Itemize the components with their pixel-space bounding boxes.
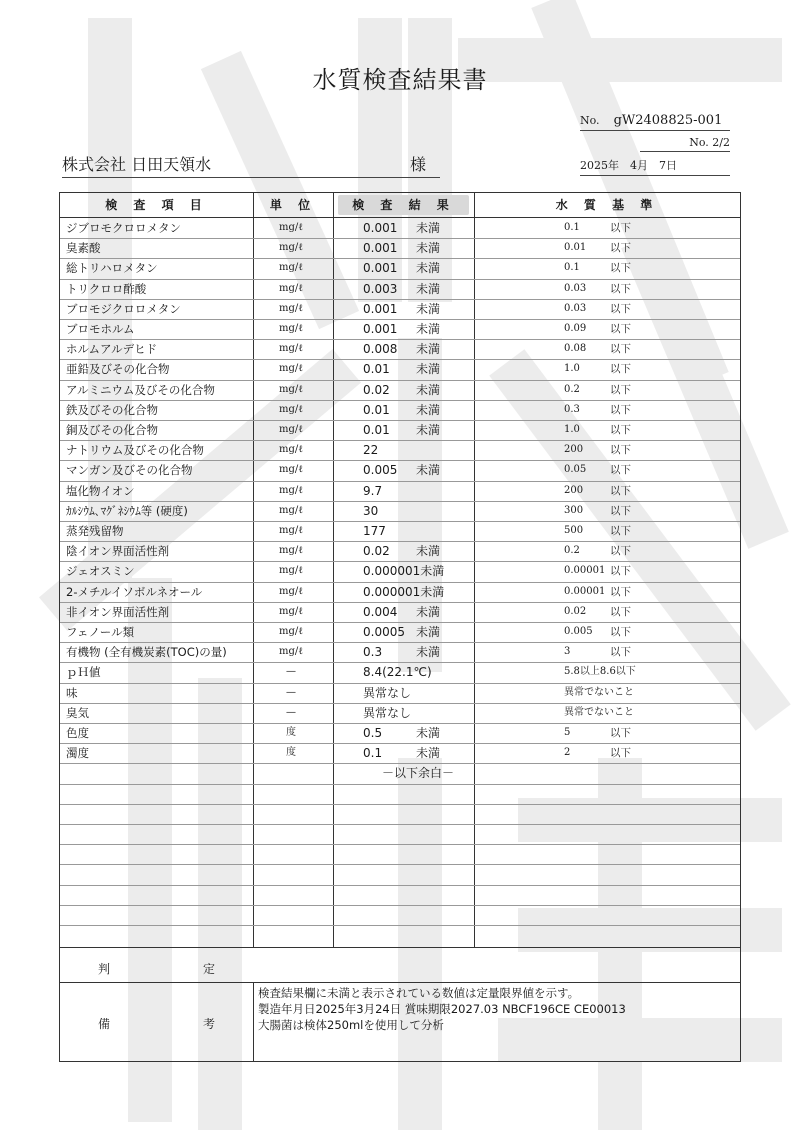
table-row — [60, 582, 740, 602]
result-qualifier: 未満 — [416, 322, 441, 336]
table-row — [60, 723, 740, 743]
unit: mg/ℓ — [278, 605, 304, 617]
row-rule — [60, 299, 740, 300]
item-name: ブロモホルム — [66, 322, 135, 336]
unit: mg/ℓ — [278, 302, 304, 314]
table-row — [60, 218, 740, 238]
honorific: 様 — [409, 155, 426, 174]
table-row — [60, 561, 740, 581]
item-name: 亜鉛及びその化合物 — [66, 362, 170, 377]
row-rule — [60, 703, 740, 704]
remarks-label-a: 備 — [98, 1017, 111, 1031]
row-rule — [60, 319, 740, 320]
table-row — [60, 258, 740, 278]
standard-value: 0.3 — [564, 403, 580, 415]
remarks-line: 製造年月日2025年3月24日 賞味期限2027.03 NBCF196CE CE00013 — [258, 1002, 626, 1016]
result-qualifier: 未満 — [416, 261, 441, 276]
standard-qualifier: 以下 — [610, 504, 631, 517]
row-rule — [60, 339, 740, 340]
remarks-line: 検査結果欄に未満と表示されている数値は定量限界値を示す。 — [258, 986, 580, 1000]
row-rule — [60, 864, 740, 865]
result-value: 0.000001未満 — [363, 564, 445, 579]
item-name: 味 — [66, 685, 78, 700]
unit: mg/ℓ — [278, 545, 304, 557]
table-row — [60, 279, 740, 299]
client-name — [62, 152, 440, 178]
unit: mg/ℓ — [278, 565, 304, 577]
table-row — [60, 602, 740, 622]
item-name: フェノール類 — [66, 625, 135, 639]
item-name: ブロモジクロロメタン — [66, 301, 181, 316]
standard-qualifier: 以下 — [610, 343, 631, 356]
item-name: 臭素酸 — [66, 241, 101, 256]
item-name: トリクロロ酢酸 — [66, 281, 147, 296]
unit: — — [286, 666, 296, 678]
result-qualifier: 未満 — [416, 301, 441, 316]
unit: — — [286, 706, 296, 718]
empty-row — [60, 784, 740, 804]
standard-qualifier: 以下 — [610, 565, 631, 578]
row-rule — [60, 784, 740, 785]
standard-qualifier: 以下 — [610, 444, 631, 457]
row-rule — [60, 885, 740, 886]
result-qualifier: 未満 — [416, 362, 441, 377]
result-qualifier: 未満 — [416, 281, 441, 296]
standard-value: 0.00001 — [564, 565, 606, 577]
row-rule — [60, 905, 740, 906]
standard-qualifier: 以下 — [610, 403, 631, 416]
standard-qualifier: 以下 — [610, 323, 631, 335]
table-row — [60, 238, 740, 258]
standard-value: 0.2 — [564, 545, 580, 557]
table-row — [60, 541, 740, 561]
result-qualifier: 未満 — [416, 423, 441, 437]
item-name: 総トリハロメタン — [66, 261, 158, 276]
standard-value: 0.03 — [564, 302, 587, 314]
standard-value: 300 — [564, 504, 584, 516]
result-qualifier: 未満 — [416, 726, 441, 740]
result-qualifier: 未満 — [416, 241, 441, 256]
row-rule — [60, 602, 740, 603]
unit: mg/ℓ — [278, 444, 304, 456]
result-value: 8.4(22.1℃) — [363, 665, 432, 680]
unit: mg/ℓ — [278, 262, 304, 274]
standard-value: 2 — [564, 747, 571, 759]
item-name: 銅及びその化合物 — [66, 423, 158, 437]
table-row — [60, 339, 740, 359]
standard-qualifier: 以下 — [610, 464, 631, 477]
result-value: 0.02 — [363, 382, 390, 397]
remarks-text — [258, 985, 626, 1033]
standard-value: 3 — [564, 646, 571, 658]
result-qualifier: 未満 — [416, 625, 441, 639]
result-value: 0.005 — [363, 463, 398, 478]
result-value: 0.001 — [363, 221, 398, 235]
standard-value: 1.0 — [564, 424, 580, 435]
row-rule — [60, 541, 740, 542]
standard-value: 0.1 — [564, 222, 580, 233]
result-qualifier: 未満 — [416, 604, 441, 619]
result-qualifier: 未満 — [416, 221, 441, 235]
result-value: 0.5 — [363, 726, 383, 740]
end-mark: －以下余白－ — [381, 766, 454, 781]
unit: mg/ℓ — [278, 504, 304, 516]
row-rule — [60, 359, 740, 360]
row-rule — [60, 420, 740, 421]
table-row — [60, 319, 740, 339]
standard-qualifier: 以下 — [610, 222, 631, 234]
unit: mg/ℓ — [278, 383, 304, 395]
standard-qualifier: 以下 — [610, 363, 631, 376]
results-table — [59, 192, 741, 1062]
result-value: 0.0005 — [363, 625, 405, 639]
unit: — — [286, 686, 296, 698]
row-rule — [60, 804, 740, 805]
standard-value: 1.0 — [564, 363, 580, 375]
result-value: 0.01 — [363, 402, 390, 417]
result-value: 0.01 — [363, 423, 390, 437]
header-item: 検 査 項 目 — [105, 198, 208, 212]
item-name: 濁度 — [66, 746, 89, 761]
result-value: 0.000001未満 — [363, 584, 445, 599]
result-value: 9.7 — [363, 483, 383, 498]
remarks-section — [60, 982, 740, 1063]
result-value: 異常なし — [363, 705, 412, 720]
row-rule — [60, 440, 740, 441]
item-name: 有機物 (全有機炭素(TOC)の量) — [66, 645, 227, 660]
result-qualifier: 未満 — [416, 402, 441, 417]
result-value: 0.3 — [363, 645, 383, 660]
unit: mg/ℓ — [278, 403, 304, 415]
document-title: 水質検査結果書 — [312, 66, 488, 94]
standard-qualifier: 以下 — [610, 727, 631, 739]
end-of-data-row — [60, 763, 740, 783]
result-value: 0.001 — [363, 261, 398, 276]
standard-qualifier: 以下 — [610, 282, 631, 295]
result-value: 0.004 — [363, 604, 398, 619]
result-value: 0.1 — [363, 746, 383, 761]
result-value: 30 — [363, 503, 379, 518]
table-row — [60, 501, 740, 521]
row-rule — [60, 723, 740, 724]
report-number-label: No. — [580, 114, 600, 127]
standard-qualifier: 以下 — [610, 626, 631, 638]
result-value: 22 — [363, 443, 379, 458]
result-value: 0.001 — [363, 241, 398, 256]
empty-row — [60, 804, 740, 824]
row-rule — [60, 258, 740, 259]
result-value: 0.001 — [363, 301, 398, 316]
standard-value: 200 — [564, 484, 584, 496]
empty-row — [60, 885, 740, 905]
result-qualifier: 未満 — [416, 544, 441, 559]
standard-value: 0.08 — [564, 343, 587, 355]
result-value: 0.01 — [363, 362, 390, 377]
unit: mg/ℓ — [278, 222, 304, 233]
unit: mg/ℓ — [278, 525, 304, 536]
standard-qualifier: 以下 — [610, 242, 631, 255]
standard-qualifier: 以下 — [610, 262, 631, 275]
table-row — [60, 380, 740, 400]
row-rule — [60, 683, 740, 684]
report-date: 2025年 4月 7日 — [580, 157, 730, 176]
empty-row — [60, 824, 740, 844]
standard-qualifier: 以下 — [610, 302, 631, 315]
header-standard: 水 質 基 準 — [555, 198, 659, 212]
standard-value: 500 — [564, 525, 584, 536]
item-name: 蒸発残留物 — [66, 524, 124, 538]
client-company: 株式会社 日田天領水 — [62, 155, 212, 174]
empty-row — [60, 864, 740, 884]
table-row — [60, 420, 740, 440]
item-name: ｶﾙｼｳﾑ､ﾏｸﾞﾈｼｳﾑ等 (硬度) — [66, 503, 188, 518]
result-qualifier: 未満 — [416, 463, 441, 478]
row-rule — [60, 662, 740, 663]
unit: mg/ℓ — [278, 585, 304, 597]
unit: mg/ℓ — [278, 464, 304, 476]
item-name: マンガン及びその化合物 — [66, 463, 193, 478]
report-number — [580, 113, 730, 131]
item-name: 鉄及びその化合物 — [66, 402, 158, 417]
row-rule — [60, 844, 740, 845]
result-qualifier: 未満 — [416, 382, 441, 397]
item-name: 塩化物イオン — [66, 483, 135, 498]
standard-value: 0.02 — [564, 605, 587, 617]
empty-row — [60, 844, 740, 864]
standard-qualifier: 以下 — [610, 525, 631, 537]
standard-value: 0.03 — [564, 282, 587, 294]
table-row — [60, 743, 740, 763]
unit: mg/ℓ — [278, 484, 304, 496]
result-qualifier: 未満 — [416, 342, 441, 357]
standard-value: 5.8以上8.6以下 — [564, 666, 636, 678]
standard-value: 0.01 — [564, 242, 587, 254]
unit: mg/ℓ — [278, 282, 304, 294]
standard-value: 0.05 — [564, 464, 587, 476]
table-row — [60, 521, 740, 541]
item-name: 非イオン界面活性剤 — [66, 604, 170, 619]
empty-row — [60, 925, 740, 945]
page-number: No. 2/2 — [640, 136, 730, 152]
empty-row — [60, 905, 740, 925]
result-value: 0.001 — [363, 322, 398, 336]
table-row — [60, 703, 740, 723]
result-qualifier: 未満 — [416, 746, 441, 761]
remarks-line: 大腸菌は検体250mlを使用して分析 — [258, 1018, 444, 1032]
row-rule — [60, 521, 740, 522]
header-result: 検 査 結 果 — [338, 195, 469, 215]
table-row — [60, 481, 740, 501]
item-name: 臭気 — [66, 705, 89, 720]
standard-value: 0.005 — [564, 626, 593, 637]
standard-qualifier: 以下 — [610, 424, 631, 436]
result-value: 異常なし — [363, 685, 412, 700]
remarks-label-b: 考 — [203, 1017, 216, 1031]
standard-value: 0.00001 — [564, 585, 606, 597]
item-name: 陰イオン界面活性剤 — [66, 544, 170, 559]
row-rule — [60, 400, 740, 401]
unit: 度 — [286, 747, 296, 759]
result-value: 0.003 — [363, 281, 398, 296]
row-rule — [60, 582, 740, 583]
unit: mg/ℓ — [278, 343, 304, 355]
judgement-label-a: 判 — [98, 962, 111, 976]
item-name: ジブロモクロロメタン — [66, 221, 181, 235]
standard-qualifier: 以下 — [610, 605, 631, 618]
row-rule — [60, 238, 740, 239]
standard-value: 200 — [564, 444, 584, 456]
standard-qualifier: 以下 — [610, 545, 631, 558]
standard-value: 異常でないこと — [564, 706, 634, 718]
unit: mg/ℓ — [278, 363, 304, 375]
result-value: 0.02 — [363, 544, 390, 559]
standard-value: 5 — [564, 727, 571, 738]
row-rule — [60, 460, 740, 461]
table-row — [60, 400, 740, 420]
item-name: ナトリウム及びその化合物 — [66, 443, 204, 458]
table-row — [60, 662, 740, 682]
report-number-value: gW2408825-001 — [613, 113, 723, 128]
row-rule — [60, 561, 740, 562]
item-name: アルミニウム及びその化合物 — [66, 382, 215, 397]
standard-qualifier: 以下 — [610, 585, 631, 598]
row-rule — [60, 380, 740, 381]
row-rule — [60, 925, 740, 926]
table-row — [60, 622, 740, 642]
row-rule — [60, 642, 740, 643]
item-name: 色度 — [66, 726, 89, 740]
header-unit: 単 位 — [269, 198, 317, 212]
result-value: 177 — [363, 524, 386, 538]
unit: mg/ℓ — [278, 626, 304, 637]
standard-qualifier: 以下 — [610, 383, 631, 396]
standard-qualifier: 以下 — [610, 484, 631, 497]
item-name: 2-メチルイソボルネオール — [66, 584, 203, 599]
table-row — [60, 683, 740, 703]
result-qualifier: 未満 — [416, 645, 441, 660]
judgement-label-b: 定 — [203, 962, 216, 976]
table-row — [60, 642, 740, 662]
row-rule — [60, 824, 740, 825]
standard-value: 0.09 — [564, 323, 587, 334]
row-rule — [60, 481, 740, 482]
row-rule — [60, 622, 740, 623]
table-row — [60, 299, 740, 319]
standard-value: 異常でないこと — [564, 686, 634, 698]
row-rule — [60, 501, 740, 502]
unit: mg/ℓ — [278, 646, 304, 658]
item-name: ジェオスミン — [66, 564, 135, 579]
unit: mg/ℓ — [278, 323, 304, 334]
item-name: ホルムアルデヒド — [66, 342, 158, 357]
item-name: ｐＨ値 — [66, 665, 101, 680]
row-rule — [60, 279, 740, 280]
row-rule — [60, 743, 740, 744]
table-row — [60, 359, 740, 379]
standard-qualifier: 以下 — [610, 747, 631, 760]
unit: 度 — [286, 727, 296, 738]
table-row — [60, 460, 740, 480]
table-row — [60, 440, 740, 460]
unit: mg/ℓ — [278, 242, 304, 254]
standard-qualifier: 以下 — [610, 646, 631, 659]
row-rule — [60, 763, 740, 764]
result-value: 0.008 — [363, 342, 398, 357]
standard-value: 0.1 — [564, 262, 580, 274]
standard-value: 0.2 — [564, 383, 580, 395]
unit: mg/ℓ — [278, 424, 304, 435]
